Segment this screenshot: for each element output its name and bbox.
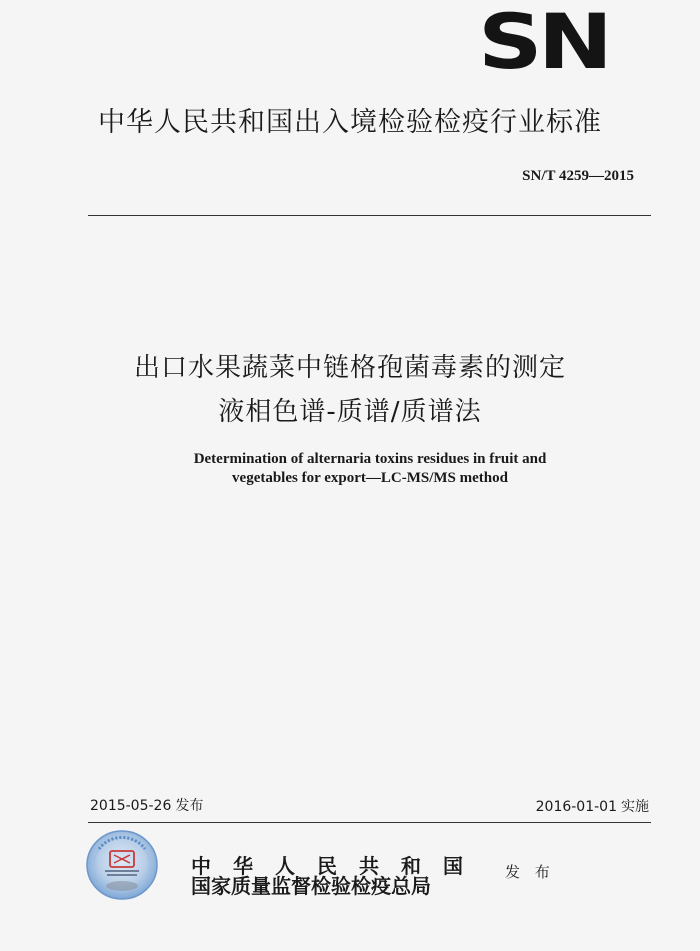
title-en-line1: Determination of alternaria toxins residues in fruit and (193, 451, 547, 467)
anti-counterfeit-seal-icon (85, 829, 159, 901)
top-divider (88, 215, 651, 216)
issue-date (90, 795, 203, 815)
sn-logo: SN (478, 0, 609, 86)
title-en-line2: vegetables for export—LC-MS/MS method (232, 470, 508, 486)
implement-date-label: 实施 (621, 799, 649, 815)
implement-date (536, 796, 649, 816)
implement-date-value: 2016-01-01 (535, 799, 617, 815)
issue-date-label: 发布 (175, 798, 204, 814)
publisher-line2: 国家质量监督检验检疫总局 (191, 874, 431, 898)
publish-label: 发 布 (505, 863, 555, 881)
title-cn-line1: 出口水果蔬菜中链格孢菌毒素的测定 (133, 353, 566, 383)
publisher-line1: 中华人民共和国 (191, 854, 485, 878)
bottom-divider (88, 822, 651, 823)
standard-number: SN/T 4259—2015 (522, 168, 634, 184)
industry-title: 中华人民共和国出入境检验检疫行业标准 (98, 107, 602, 138)
title-cn-line2: 液相色谱-质谱/质谱法 (218, 397, 482, 427)
issue-date-value: 2015-05-26 (90, 798, 172, 814)
